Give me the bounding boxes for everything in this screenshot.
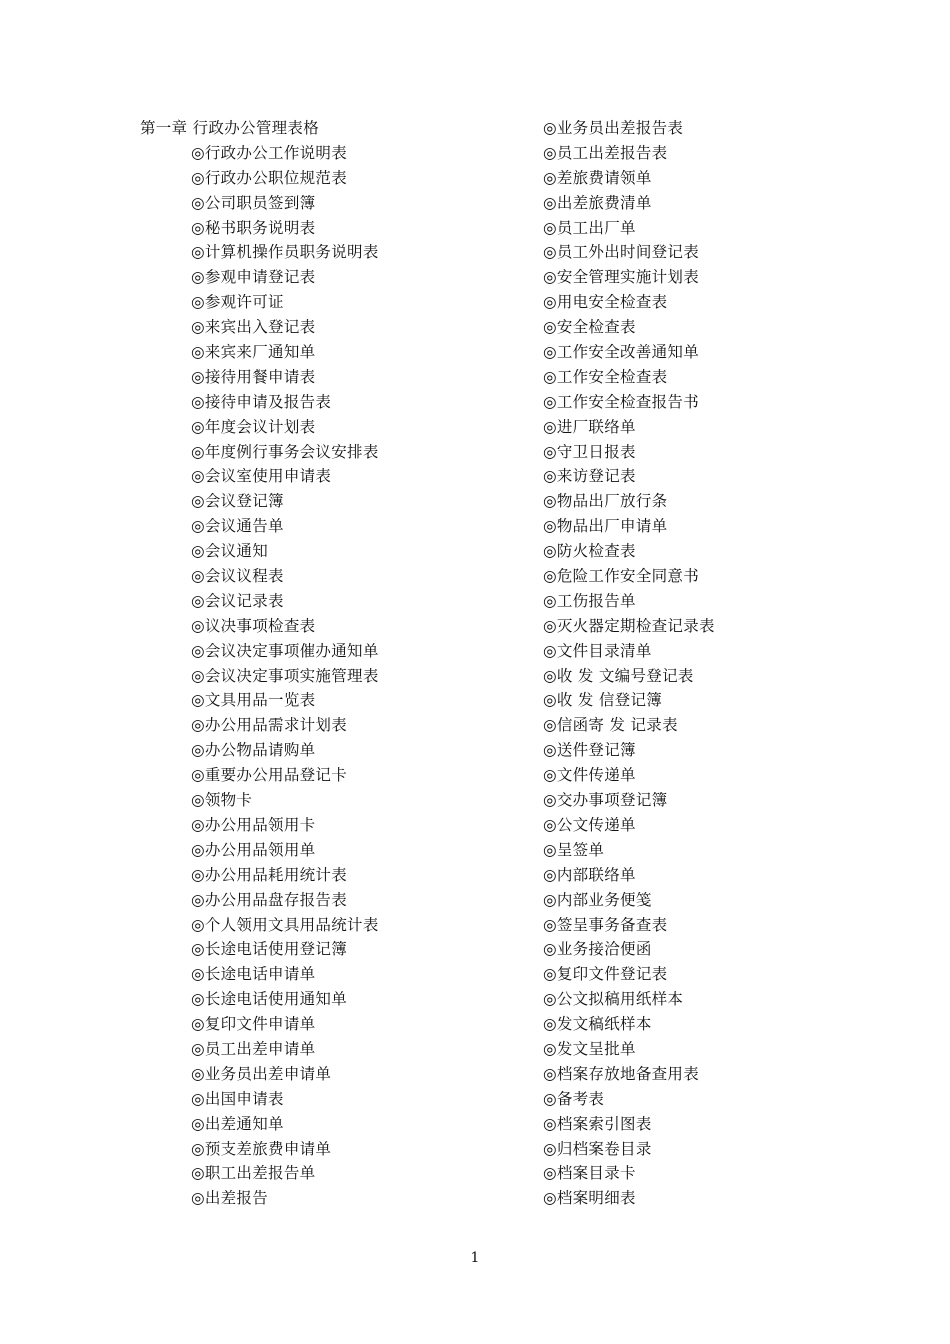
list-item: ◎会议议程表 (191, 567, 284, 586)
list-item: ◎办公用品耗用统计表 (191, 865, 348, 884)
list-item: ◎工伤报告单 (543, 591, 636, 610)
list-item: ◎出差通知单 (191, 1114, 284, 1133)
list-item: ◎来宾出入登记表 (191, 318, 316, 337)
list-item: ◎呈签单 (543, 840, 605, 859)
list-item: ◎年度会议计划表 (191, 417, 316, 436)
list-item: ◎文件目录清单 (543, 641, 652, 660)
list-item: ◎会议记录表 (191, 591, 284, 610)
list-item: ◎来访登记表 (543, 467, 636, 486)
list-item: ◎长途电话使用通知单 (191, 990, 348, 1009)
list-item: ◎工作安全检查表 (543, 367, 668, 386)
list-item: ◎重要办公用品登记卡 (191, 766, 348, 785)
list-item: ◎工作安全改善通知单 (543, 343, 700, 362)
list-item: ◎会议通告单 (191, 517, 284, 536)
list-item: ◎会议室使用申请表 (191, 467, 332, 486)
list-item: ◎员工外出时间登记表 (543, 243, 700, 262)
list-item: ◎行政办公职位规范表 (191, 168, 348, 187)
list-item: ◎长途电话申请单 (191, 965, 316, 984)
right-column (543, 116, 715, 1211)
list-item: ◎公司职员签到簿 (191, 193, 316, 212)
list-item: ◎出国申请表 (191, 1089, 284, 1108)
list-item: ◎内部联络单 (543, 865, 636, 884)
list-item: ◎来宾来厂通知单 (191, 343, 316, 362)
list-item: ◎信函寄 发 记录表 (543, 716, 678, 735)
list-item: ◎收 发 信登记簿 (543, 691, 663, 710)
list-item: ◎用电安全检查表 (543, 293, 668, 312)
list-item: ◎业务接洽便函 (543, 940, 652, 959)
list-item: ◎防火检查表 (543, 542, 636, 561)
list-item: ◎文件传递单 (543, 766, 636, 785)
list-item: ◎长途电话使用登记簿 (191, 940, 348, 959)
list-item: ◎接待用餐申请表 (191, 367, 316, 386)
list-item: ◎签呈事务备查表 (543, 915, 668, 934)
list-item: ◎安全管理实施计划表 (543, 268, 700, 287)
list-item: ◎危险工作安全同意书 (543, 567, 700, 586)
list-item: ◎接待申请及报告表 (191, 392, 332, 411)
list-item: ◎备考表 (543, 1089, 605, 1108)
list-item: ◎业务员出差报告表 (543, 119, 684, 137)
list-item: ◎职工出差报告单 (191, 1164, 316, 1183)
list-item: ◎会议决定事项实施管理表 (191, 666, 379, 685)
list-item: ◎领物卡 (191, 791, 253, 810)
list-item: ◎档案索引图表 (543, 1114, 652, 1133)
list-item: ◎办公用品盘存报告表 (191, 890, 348, 909)
list-item: ◎发文呈批单 (543, 1039, 636, 1058)
list-item: ◎发文稿纸样本 (543, 1015, 652, 1034)
list-item: ◎办公物品请购单 (191, 741, 316, 760)
list-item: ◎内部业务便笺 (543, 890, 652, 909)
list-item: ◎出差旅费清单 (543, 193, 652, 212)
list-item: ◎公文传递单 (543, 815, 636, 834)
list-item: ◎交办事项登记簿 (543, 791, 668, 810)
page-number: 1 (470, 1250, 480, 1266)
list-item: ◎物品出厂放行条 (543, 492, 668, 511)
list-item: ◎会议登记簿 (191, 492, 284, 511)
list-item: ◎档案明细表 (543, 1189, 636, 1208)
list-item: ◎安全检查表 (543, 318, 636, 337)
list-item: ◎档案存放地备查用表 (543, 1064, 700, 1083)
list-item: ◎员工出厂单 (543, 218, 636, 237)
list-item: ◎参观许可证 (191, 293, 284, 312)
list-item: ◎年度例行事务会议安排表 (191, 442, 379, 461)
left-column (140, 116, 379, 1211)
list-item: ◎灭火器定期检查记录表 (543, 616, 715, 635)
list-item: ◎参观申请登记表 (191, 268, 316, 287)
chapter-title: 第一章 行政办公管理表格 (140, 119, 320, 137)
list-item: ◎公文拟稿用纸样本 (543, 990, 684, 1009)
list-item: ◎归档案卷目录 (543, 1139, 652, 1158)
list-item: ◎文具用品一览表 (191, 691, 316, 710)
list-item: ◎计算机操作员职务说明表 (191, 243, 379, 262)
list-item: ◎个人领用文具用品统计表 (191, 915, 379, 934)
list-item: ◎复印文件申请单 (191, 1015, 316, 1034)
list-item: ◎员工出差申请单 (191, 1039, 316, 1058)
list-item: ◎物品出厂申请单 (543, 517, 668, 536)
list-item: ◎工作安全检查报告书 (543, 392, 700, 411)
list-item: ◎出差报告 (191, 1189, 269, 1208)
list-item: ◎办公用品领用单 (191, 840, 316, 859)
list-item: ◎复印文件登记表 (543, 965, 668, 984)
list-item: ◎档案目录卡 (543, 1164, 636, 1183)
list-item: ◎差旅费请领单 (543, 168, 652, 187)
list-item: ◎业务员出差申请单 (191, 1064, 332, 1083)
list-item: ◎行政办公工作说明表 (191, 143, 348, 162)
list-item: ◎办公用品领用卡 (191, 815, 316, 834)
list-item: ◎送件登记簿 (543, 741, 636, 760)
list-item: ◎预支差旅费申请单 (191, 1139, 332, 1158)
list-item: ◎守卫日报表 (543, 442, 636, 461)
list-item: ◎收 发 文编号登记表 (543, 666, 694, 685)
list-item: ◎员工出差报告表 (543, 143, 668, 162)
list-item: ◎进厂联络单 (543, 417, 636, 436)
list-item: ◎会议通知 (191, 542, 269, 561)
list-item: ◎会议决定事项催办通知单 (191, 641, 379, 660)
list-item: ◎办公用品需求计划表 (191, 716, 348, 735)
list-item: ◎议决事项检查表 (191, 616, 316, 635)
list-item: ◎秘书职务说明表 (191, 218, 316, 237)
